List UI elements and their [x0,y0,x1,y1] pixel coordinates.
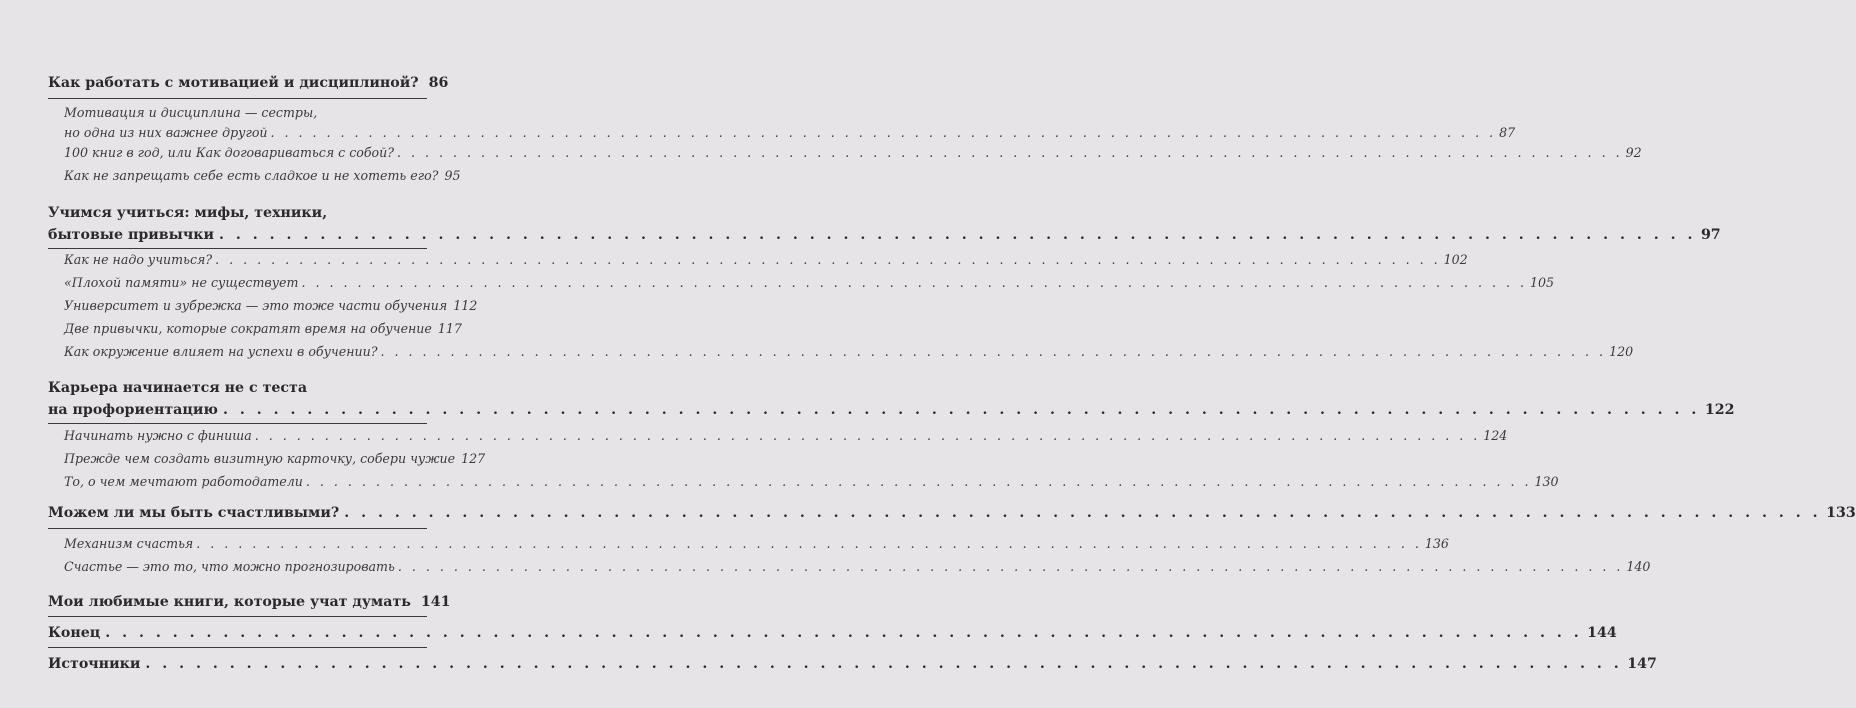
dot-leader [306,472,1532,492]
subsection-title: Как не запрещать себе есть сладкое и не хотеть его? [64,168,439,183]
page-number: 105 [1530,275,1555,290]
dot-leader [301,273,1527,293]
subsection-title: Прежде чем создать визитную карточку, собери чужие [64,451,456,466]
toc-subsection[interactable] [64,250,1468,270]
page-number: 140 [1626,559,1651,574]
subsection-title: Как не надо учиться? [64,252,213,267]
chapter-title-line2: бытовые привычки [48,227,215,243]
subsection-title: Счастье — это то, что можно прогнозировать [64,559,395,574]
subsection-title: Механизм счастья [64,536,194,551]
page-number: 133 [1826,505,1856,521]
dot-leader [215,250,1441,270]
page-number: 127 [461,451,486,466]
subsection-title: Две привычки, которые сократят время на обучение [64,321,432,336]
subsection-title: То, о чем мечтают работодатели [64,474,303,489]
page-number: 136 [1424,536,1449,551]
toc-subsection[interactable] [64,143,1642,163]
page-number: 147 [1627,656,1657,672]
toc-chapter-favorite-books[interactable] [48,591,451,613]
subsection-title: «Плохой памяти» не существует [64,275,299,290]
section-divider [48,647,427,648]
section-divider [48,423,427,424]
chapter-title: Можем ли мы быть счастливыми? [48,505,340,521]
toc-subsection[interactable] [64,166,461,186]
subsection-title-line1: Мотивация и дисциплина — сестры, [64,105,318,120]
toc-subsection[interactable] [64,426,1508,446]
page-number: 92 [1625,145,1642,160]
page-number: 86 [428,75,449,91]
page-number: 124 [1483,428,1508,443]
chapter-title: Мои любимые книги, которые учат думать [48,594,411,610]
dot-leader [255,426,1481,446]
toc-chapter-learning[interactable] [48,202,1721,246]
dot-leader [381,342,1607,362]
toc-subsection[interactable] [64,342,1634,362]
chapter-title-line1: Учимся учиться: мифы, техники, [48,205,328,221]
chapter-title: Как работать с мотивацией и дисциплиной? [48,75,419,91]
page-number: 102 [1443,252,1468,267]
section-divider [48,616,427,617]
subsection-title: 100 книг в год, или Как договариваться с собой? [64,145,395,160]
subsection-title: Как окружение влияет на успехи в обучении? [64,344,378,359]
page-number: 120 [1609,344,1634,359]
section-divider [48,528,427,529]
dot-leader [196,534,1422,554]
page-number: 144 [1587,625,1617,641]
page-number: 87 [1499,125,1516,140]
page-number: 95 [444,168,461,183]
toc-subsection[interactable] [64,534,1449,554]
subsection-title: Университет и зубрежка — это тоже части обучения [64,298,448,313]
page-number: 141 [420,594,451,610]
page-number: 112 [453,298,478,313]
toc-chapter-happiness[interactable] [48,502,1856,524]
dot-leader [145,653,1622,675]
toc-subsection[interactable] [64,557,1651,577]
toc-chapter-career[interactable] [48,377,1735,421]
page-number: 117 [437,321,462,336]
toc-chapter-sources[interactable] [48,653,1657,675]
subsection-title: Начинать нужно с финиша [64,428,252,443]
dot-leader [105,622,1582,644]
dot-leader [271,123,1497,143]
toc-chapter-end[interactable] [48,622,1617,644]
toc-subsection[interactable] [64,449,486,469]
chapter-title: Источники [48,656,141,672]
page-number: 122 [1704,402,1735,418]
dot-leader [223,399,1700,421]
section-divider [48,98,427,99]
page-number: 97 [1700,227,1721,243]
page-number: 130 [1534,474,1559,489]
toc-subsection[interactable] [64,273,1555,293]
chapter-title-line2: на профориентацию [48,402,218,418]
dot-leader [397,143,1623,163]
dot-leader [344,502,1821,524]
dot-leader [398,557,1624,577]
subsection-title-line2: но одна из них важнее другой [64,125,268,140]
chapter-title: Конец [48,625,101,641]
toc-subsection[interactable] [64,472,1559,492]
toc-subsection[interactable] [64,103,1516,143]
toc-subsection[interactable] [64,319,462,339]
toc-chapter-motivation[interactable] [48,72,449,94]
dot-leader [219,224,1696,246]
section-divider [48,248,427,249]
toc-subsection[interactable] [64,296,478,316]
chapter-title-line1: Карьера начинается не с теста [48,380,308,396]
